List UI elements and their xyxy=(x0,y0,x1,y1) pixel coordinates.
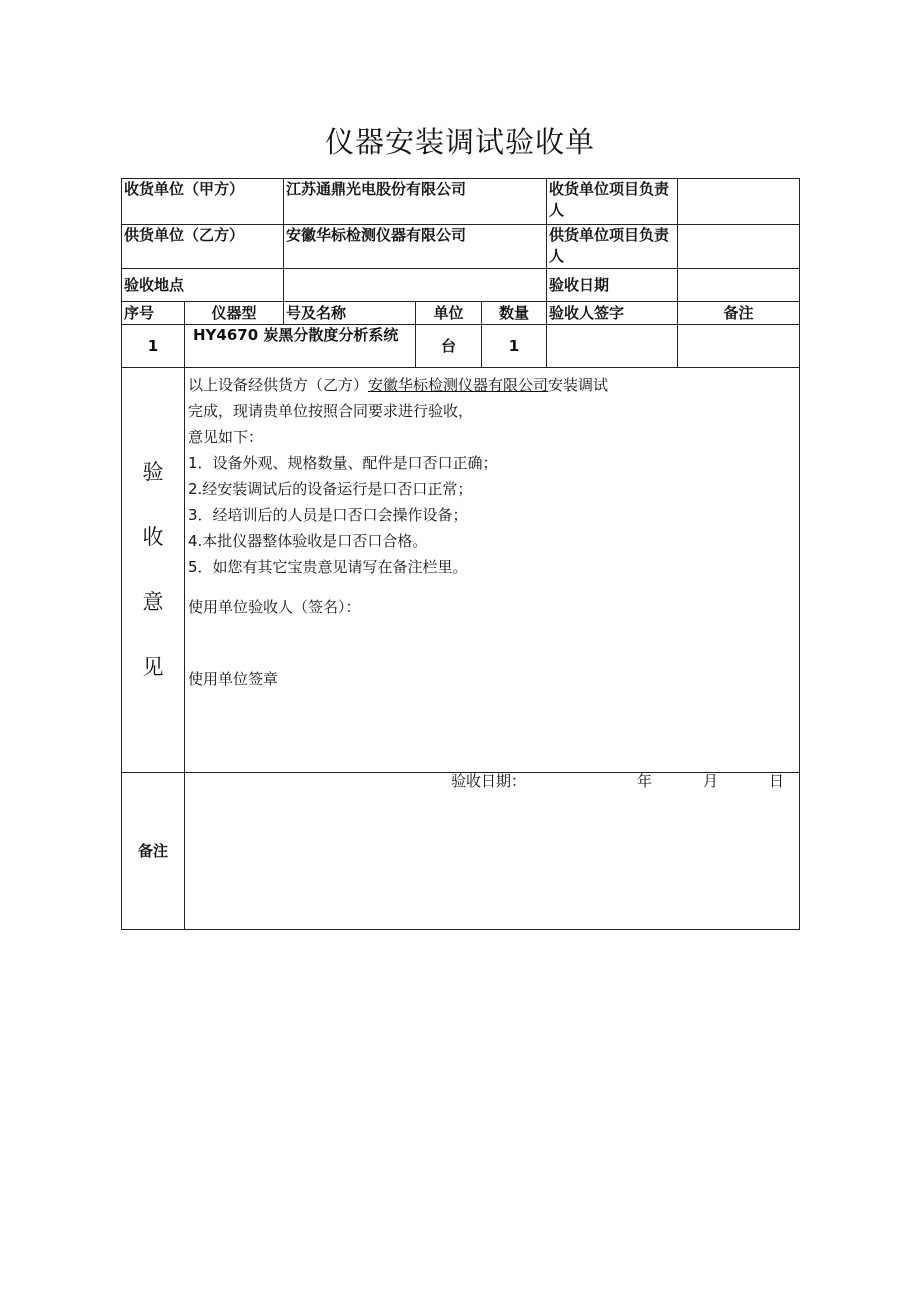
table-header-row xyxy=(122,302,800,325)
remarks-label: 备注 xyxy=(122,773,185,930)
opinion-intro-company: 安徽华标检测仪器有限公司 xyxy=(368,376,549,394)
opinion-date-month: 月 xyxy=(703,772,719,790)
item-signature[interactable] xyxy=(547,325,678,368)
item-no: 1 xyxy=(122,325,185,368)
opinion-line-3: 意见如下： xyxy=(188,428,264,446)
header-quantity: 数量 xyxy=(482,302,547,325)
supplier-label: 供货单位（乙方） xyxy=(122,225,284,269)
opinion-label-char: 验 xyxy=(142,460,164,484)
header-remark: 备注 xyxy=(678,302,800,325)
item-unit: 台 xyxy=(416,325,482,368)
check-item-2: 2.经安装调试后的设备运行是口否口正常； xyxy=(188,480,473,498)
header-instrument-model: 仪器型 xyxy=(185,302,284,325)
acceptance-date-value[interactable] xyxy=(678,269,800,302)
item-quantity: 1 xyxy=(482,325,547,368)
header-unit: 单位 xyxy=(416,302,482,325)
remarks-value[interactable] xyxy=(185,773,800,930)
location-value[interactable] xyxy=(284,269,547,302)
location-label: 验收地点 xyxy=(122,269,284,302)
supplier-value[interactable]: 安徽华标检测仪器有限公司 xyxy=(284,225,547,269)
opinion-date-day: 日 xyxy=(769,772,785,790)
item-name: HY4670 炭黑分散度分析系统 xyxy=(185,325,416,368)
stamp-line: 使用单位签章 xyxy=(188,670,279,688)
acceptance-date-label: 验收日期 xyxy=(547,269,678,302)
receiver-manager-value[interactable] xyxy=(678,179,800,225)
acceptance-form-table xyxy=(121,178,800,930)
receiver-value[interactable]: 江苏通鼎光电股份有限公司 xyxy=(284,179,547,225)
item-remark[interactable] xyxy=(678,325,800,368)
opinion-date-label: 验收日期： xyxy=(451,772,527,790)
receiver-label: 收货单位（甲方） xyxy=(122,179,284,225)
supplier-manager-value[interactable] xyxy=(678,225,800,269)
opinion-label-cell xyxy=(122,368,185,773)
page-title: 仪器安装调试验收单 xyxy=(324,125,595,159)
header-signature: 验收人签字 xyxy=(547,302,678,325)
table-row xyxy=(122,325,800,368)
opinion-label xyxy=(124,368,182,772)
supplier-row xyxy=(122,225,800,269)
opinion-content-cell[interactable] xyxy=(185,368,800,790)
receiver-row xyxy=(122,179,800,225)
opinion-intro-text: 以上设备经供货方（乙方） xyxy=(188,376,369,394)
opinion-intro-tail: 安装调试 xyxy=(548,376,609,394)
opinion-label-char: 见 xyxy=(142,655,164,679)
opinion-line-2: 完成，现请贵单位按照合同要求进行验收， xyxy=(188,402,474,420)
opinion-label-char: 收 xyxy=(142,525,164,549)
opinion-content xyxy=(187,368,797,790)
receiver-manager-label: 收货单位项目负责人 xyxy=(547,179,678,225)
check-item-5: 5．如您有其它宝贵意见请写在备注栏里。 xyxy=(188,558,468,576)
opinion-label-char: 意 xyxy=(142,590,164,614)
opinion-row xyxy=(122,368,800,773)
check-item-3: 3．经培训后的人员是口否口会操作设备； xyxy=(188,506,468,524)
signer-line: 使用单位验收人（签名）： xyxy=(188,598,361,616)
opinion-intro xyxy=(188,372,795,398)
check-item-4: 4.本批仪器整体验收是口否口合格。 xyxy=(188,532,428,550)
remarks-row xyxy=(122,773,800,930)
check-item-1: 1．设备外观、规格数量、配件是口否口正确； xyxy=(188,454,498,472)
opinion-date-year: 年 xyxy=(637,772,653,790)
location-row xyxy=(122,269,800,302)
header-instrument-name: 号及名称 xyxy=(284,302,416,325)
header-no: 序号 xyxy=(122,302,185,325)
supplier-manager-label: 供货单位项目负责人 xyxy=(547,225,678,269)
